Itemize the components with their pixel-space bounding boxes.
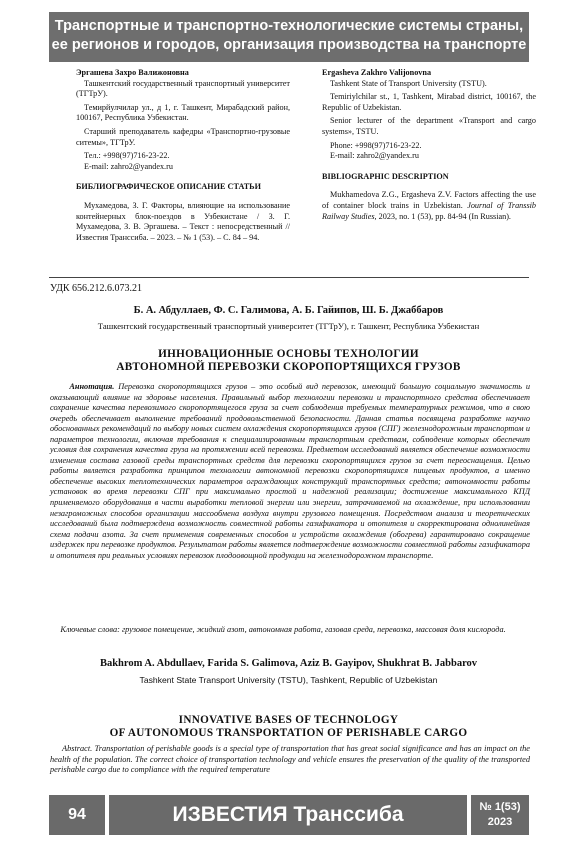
page-number: 94 bbox=[49, 795, 105, 835]
author-info-ru bbox=[76, 68, 290, 246]
author-address-en: Temiriylchilar st., 1, Tashkent, Mirabad district, 100167, the Republic of Uzbekistan. bbox=[322, 92, 536, 112]
author-phone-en: Phone: +998(97)716-23-22. bbox=[330, 140, 422, 150]
udc-code: УДК 656.212.6.073.21 bbox=[50, 283, 143, 294]
section-header-line2: ее регионов и городов, организация производства на транспорте bbox=[51, 37, 527, 53]
section-header bbox=[49, 12, 529, 62]
keywords-ru: Ключевые слова: грузовое помещение, жидкий азот, автономная работа, газовая среда, перевозка, массовая доля кислорода. bbox=[60, 625, 506, 634]
issue-info: № 1(53) 2023 bbox=[471, 795, 529, 835]
section-header-line1: Транспортные и транспортно-технологические системы страны, bbox=[54, 18, 524, 34]
divider bbox=[49, 277, 529, 278]
author-name-en: Ergasheva Zakhro Valijonovna bbox=[322, 68, 432, 77]
authors-ru: Б. А. Абдуллаев, Ф. С. Галимова, А. Б. Гайипов, Ш. Б. Джаббаров bbox=[133, 305, 444, 316]
affiliation-ru: Ташкентский государственный транспортный университет (ТГТрУ), г. Ташкент, Республика Узбекистан bbox=[97, 321, 480, 331]
article-title-ru: ИННОВАЦИОННЫЕ ОСНОВЫ ТЕХНОЛОГИИ АВТОНОМНОЙ ПЕРЕВОЗКИ СКОРОПОРТЯЩИХСЯ ГРУЗОВ bbox=[116, 348, 461, 373]
bibliographic-citation-ru: Мухамедова, З. Г. Факторы, влияющие на использование контейнерных блок-поездов в Узбекистане / З. Г. Мухамедова, З. В. Эргашева. – Текст : непосредственный // Известия Транссиба. – 2023. – № 1 (53). – С. 84 – 94. bbox=[76, 200, 290, 242]
author-affiliation-ru: Ташкентский государственный транспортный университет (ТГТрУ). bbox=[76, 78, 290, 99]
author-affiliation-en: Tashkent State of Transport University (TSTU). bbox=[330, 78, 487, 88]
affiliation-en: Tashkent State Transport University (TSTU), Tashkent, Republic of Uzbekistan bbox=[139, 675, 438, 685]
author-info-en bbox=[322, 68, 536, 225]
page-footer bbox=[49, 795, 529, 835]
author-position-ru: Старший преподаватель кафедры «Транспортно-грузовые ситемы», ТГТрУ. bbox=[76, 126, 290, 147]
bibliographic-heading-en: BIBLIOGRAPHIC DESCRIPTION bbox=[322, 171, 449, 181]
author-position-en: Senior lecturer of the department «Transport and cargo systems», TSTU. bbox=[322, 116, 536, 136]
author-email-en: E-mail: zahro2@yandex.ru bbox=[330, 151, 419, 161]
journal-title: ИЗВЕСТИЯ Транссиба bbox=[109, 795, 467, 835]
abstract-en: Abstract. Transportation of perishable goods is a special type of transportation that has great social significance and has an impact on the health of the population. The correct choice of transportation technology and vehicle ensures the preservation of the quality of the transported perishable cargo due to compliance with the required temperature bbox=[50, 744, 530, 775]
article-title-en: INNOVATIVE BASES OF TECHNOLOGY OF AUTONOMOUS TRANSPORTATION OF PERISHABLE CARGO bbox=[109, 714, 468, 739]
author-name-ru: Эргашева Захро Валижоновна bbox=[76, 68, 189, 77]
bibliographic-heading-ru: БИБЛИОГРАФИЧЕСКОЕ ОПИСАНИЕ СТАТЬИ bbox=[76, 182, 261, 192]
author-phone-ru: Тел.: +998(97)716-23-22. bbox=[84, 151, 170, 161]
abstract-ru: Аннотация. Перевозка скоропортящихся грузов – это особый вид перевозок, имеющий большую социальную значимость и оказывающий влияние на здоровье населения. Правильный выбор технологии перевозки и транспортного средства обеспечивает сохранение качества перевозимого скоропортящегося груза за счет соблюдения требуемых температурных режимов, что в свою очередь обеспечивает выполнение требований продовольственной безопасности. Данная статья посвящена разработке научно обоснованных рекомендаций по выбору новых систем охлаждения скоропортящихся грузов (СПГ) железнодорожным транспортом и параметров технологии, включая требования к специализированным транспортным средствам, соблюдение которых обеспечит условия для сохранения качества груза на протяжении всей перевозки. Предметом исследований является обеспечение возможности изменения состава газовой среды транспортных средств для перевозки скоропортящихся грузов за счет переоснащения. Целью работы является разработка принципов технологии автономной перевозки скоропортящихся пищевых продуктов, а именно обеспечение высоких теплотехнических параметров ограждающих конструкций транспортных средств; автономности работы установок во время перевозки СПГ при максимально простой и надежной реализации; достижение максимального КПД применяемого оборудования в части выработки тепловой энергии или энергии, затрачиваемой на охлаждение, при использовании незагроможных способов организации массообмена воздуха внутри грузового помещения. Посредством анализа и теоретических исследований была подтверждена возможность совместной работы газификатора и отопителя и скорректирована однолинейная схема подачи азота. За счет применения современных способов и устройств охлаждения (обогрева) гарантировано сокращение издержек при перевозке продуктов. Результатом работы является подтверждение возможности совместной работы газификатора и отопителя при реальных условиях перевозок плодоовощной продукции на железнодорожном транспорте. bbox=[50, 382, 531, 560]
author-email-ru: E-mail: zahro2@yandex.ru bbox=[84, 161, 173, 171]
authors-en: Bakhrom A. Abdullaev, Farida S. Galimova, Aziz B. Gayipov, Shukhrat B. Jabbarov bbox=[99, 658, 478, 669]
bibliographic-citation-en: Mukhamedova Z.G., Ergasheva Z.V. Factors affecting the use of container block trains in Uzbekistan. Journal of Transsib Railway Studies, 2023, no. 1 (53), pp. 84-94 (In Russian). bbox=[322, 190, 536, 221]
author-address-ru: Темирйулчилар ул., д 1, г. Ташкент, Мирабадский район, 100167, Республика Узбекистан. bbox=[76, 102, 290, 123]
